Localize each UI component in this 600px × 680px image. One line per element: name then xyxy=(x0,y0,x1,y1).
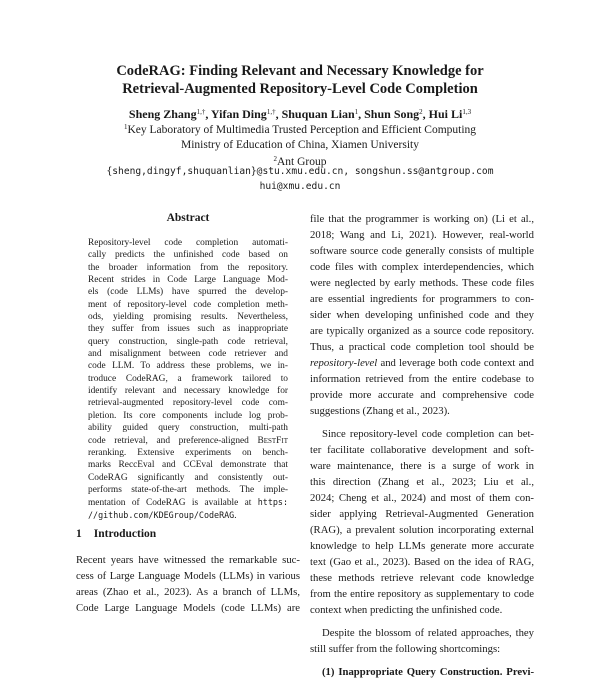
abstract-line: troduce CodeRAG, a framework tailored to xyxy=(88,373,288,384)
bestfit-term: BestFit xyxy=(257,435,289,446)
section-number: 1 xyxy=(76,528,82,540)
body-line: from the entire repository as supplementary to code xyxy=(310,588,534,600)
body-line: 2024; Cheng et al., 2024) and most of them con- xyxy=(310,492,534,504)
abstract-line: ability guided query construction, multi-path xyxy=(88,423,288,434)
body-line: (1) Inappropriate Query Construction. Previ- xyxy=(322,666,534,678)
affiliation-1 xyxy=(60,120,540,138)
body-line: provide more accurate and comprehensive code xyxy=(310,389,534,401)
author-name: Sheng Zhang xyxy=(128,107,197,121)
abstract-text: . xyxy=(234,510,237,521)
body-line: information retrieved from the entire codebase to xyxy=(310,373,534,385)
body-line: these methods retrieve relevant code knowledge xyxy=(310,572,534,584)
author-mark: 1,† xyxy=(196,108,206,116)
abstract-line: code LLM. To address these problems, we in- xyxy=(88,361,288,372)
code-url-part: https: xyxy=(257,497,288,508)
abstract-line: pletion. Its core components include log prob- xyxy=(88,410,288,421)
introduction-body xyxy=(76,552,300,616)
right-column xyxy=(310,211,534,680)
body-line: text (Gao et al., 2023). Based on the idea of RAG, xyxy=(310,556,534,568)
body-line: this direction (Zhang et al., 2023; Liu et al., xyxy=(310,476,534,488)
intro-line: cess of Large Language Models (LLMs) in various xyxy=(76,570,300,582)
title-line-1: CodeRAG: Finding Relevant and Necessary Knowledge for xyxy=(116,63,484,79)
abstract-line xyxy=(88,496,288,508)
abstract-line: ment of repository-level code completion meth- xyxy=(88,299,288,310)
affiliation-mark: 1 xyxy=(123,123,128,131)
email-line-1: {sheng,dingyf,shuquanlian}@stu.xmu.edu.cn, songshun.ss@antgroup.com xyxy=(106,166,494,177)
body-line: Since repository-level code completion can bet- xyxy=(322,428,534,440)
affiliation-mark: 2 xyxy=(273,155,277,163)
abstract-line: retrieval-augmented repository-level code com- xyxy=(88,398,288,409)
abstract-line: performs state-of-the-art methods. The imple- xyxy=(88,484,288,495)
abstract-line: els (code LLMs) have spurred the develop- xyxy=(88,287,288,298)
abstract-line: ods, yielding promising results. Nevertheless, xyxy=(88,312,288,323)
author-name: Shun Song xyxy=(364,107,420,121)
author-list: Sheng Zhang$^{1,\dagger}$, Yifan Ding$^{1,\dagger}$, Shuquan Lian$^1$, Shun Song$^2$, Hui Li$^{1,3}$ xyxy=(128,107,472,121)
body-line: code files with complex interdependencies, which xyxy=(310,261,534,273)
section-title: Introduction xyxy=(93,528,157,540)
abstract-line: query construction, single-path code retrieval, xyxy=(88,336,288,347)
abstract-line xyxy=(88,509,288,521)
body-line: Despite the blossom of related approaches, they xyxy=(322,627,534,639)
author-mark: 1,3 xyxy=(462,108,472,116)
body-line: still suffer from the following shortcomings: xyxy=(310,643,501,655)
body-line: knowledge to help LLMs generate more accurate xyxy=(310,540,534,552)
affiliation-text: Key Laboratory of Multimedia Trusted Perception and Efficient Computing xyxy=(127,124,477,136)
body-line: ter facilitate collaborative development and soft- xyxy=(310,444,534,456)
body-line: are essential ingredients for programmers to con- xyxy=(310,293,534,305)
author-mark: 2 xyxy=(419,108,423,116)
section-heading-introduction xyxy=(76,528,296,540)
author-name: Hui Li xyxy=(428,107,463,121)
affiliations xyxy=(60,120,540,170)
intro-line: Recent years have witnessed the remarkable suc- xyxy=(76,554,300,566)
body-text: and leverage both code context and xyxy=(380,357,534,369)
italic-term: repository-level xyxy=(310,357,378,369)
abstract-line: marks ReccEval and CCEval demonstrate that xyxy=(88,460,288,471)
code-url-link[interactable]: //github.com/KDEGroup/CodeRAG xyxy=(88,509,235,520)
author-mark: 1 xyxy=(354,108,359,116)
body-line: software source code generally consists of multiple xyxy=(310,245,534,257)
title-line-2: Retrieval-Augmented Repository-Level Code Completion xyxy=(122,81,478,97)
author-mark: 1,† xyxy=(266,108,276,116)
abstract-line: CodeRAG significantly and consistently out- xyxy=(88,472,288,483)
abstract-line: reranking. Extensive experiments on bench- xyxy=(88,447,288,458)
abstract-line: the broader information from the repository. xyxy=(88,262,288,273)
abstract-line xyxy=(88,435,288,447)
abstract-heading: Abstract xyxy=(166,212,210,224)
affiliation-text: Ant Group xyxy=(276,156,327,168)
author-name: Shuquan Lian xyxy=(281,107,355,121)
intro-line: areas (Zhao et al., 2023). As a branch of LLMs, xyxy=(76,586,300,598)
intro-line: Code Large Language Models (code LLMs) are xyxy=(76,602,300,614)
author-name: Yifan Ding xyxy=(210,107,267,121)
abstract-line: Repository-level code completion automati- xyxy=(88,238,288,248)
body-line: file that the programmer is working on) (Li et al., xyxy=(310,213,534,225)
body-line: context when predicting the unfinished code. xyxy=(310,604,503,616)
body-line: sider applying Retrieval-Augmented Generation xyxy=(310,508,534,520)
abstract-text: mentation of CodeRAG is available at xyxy=(88,498,252,509)
abstract-line: and misalignment between code retriever and xyxy=(88,349,288,360)
body-line xyxy=(310,355,534,371)
body-line: were neglected by early methods. These code files xyxy=(310,277,534,289)
abstract-line: they suffer from issues such as inappropriate xyxy=(88,324,288,335)
body-line: suggestions (Zhang et al., 2023). xyxy=(310,405,450,417)
abstract-text: code retrieval, and preference-aligned xyxy=(88,435,249,446)
body-line: sider when developing unfinished code and they xyxy=(310,309,534,321)
affiliation-1-line-2: Ministry of Education of China, Xiamen University xyxy=(181,138,419,151)
abstract-line: cally predicts the unfinished code based on xyxy=(88,250,288,261)
body-line: Thus, a practical code completion tool should be xyxy=(310,341,534,353)
author-emails xyxy=(60,164,540,194)
paper-title xyxy=(60,62,540,98)
abstract-line: Recent strides in Code Large Language Mod- xyxy=(88,275,288,286)
body-line: 2018; Wang and Li, 2021). However, real-world xyxy=(310,229,534,241)
body-line: (RAG), a prevalent solution incorporating external xyxy=(310,524,534,536)
body-line: ware maintenance, there is a surge of work in xyxy=(310,460,534,472)
body-line: are typically organized as a source code repository. xyxy=(310,325,534,337)
email-line-2: hui@xmu.edu.cn xyxy=(259,181,341,192)
abstract-line: identify relevant and necessary knowledge for xyxy=(88,386,288,397)
abstract-body xyxy=(88,237,288,521)
